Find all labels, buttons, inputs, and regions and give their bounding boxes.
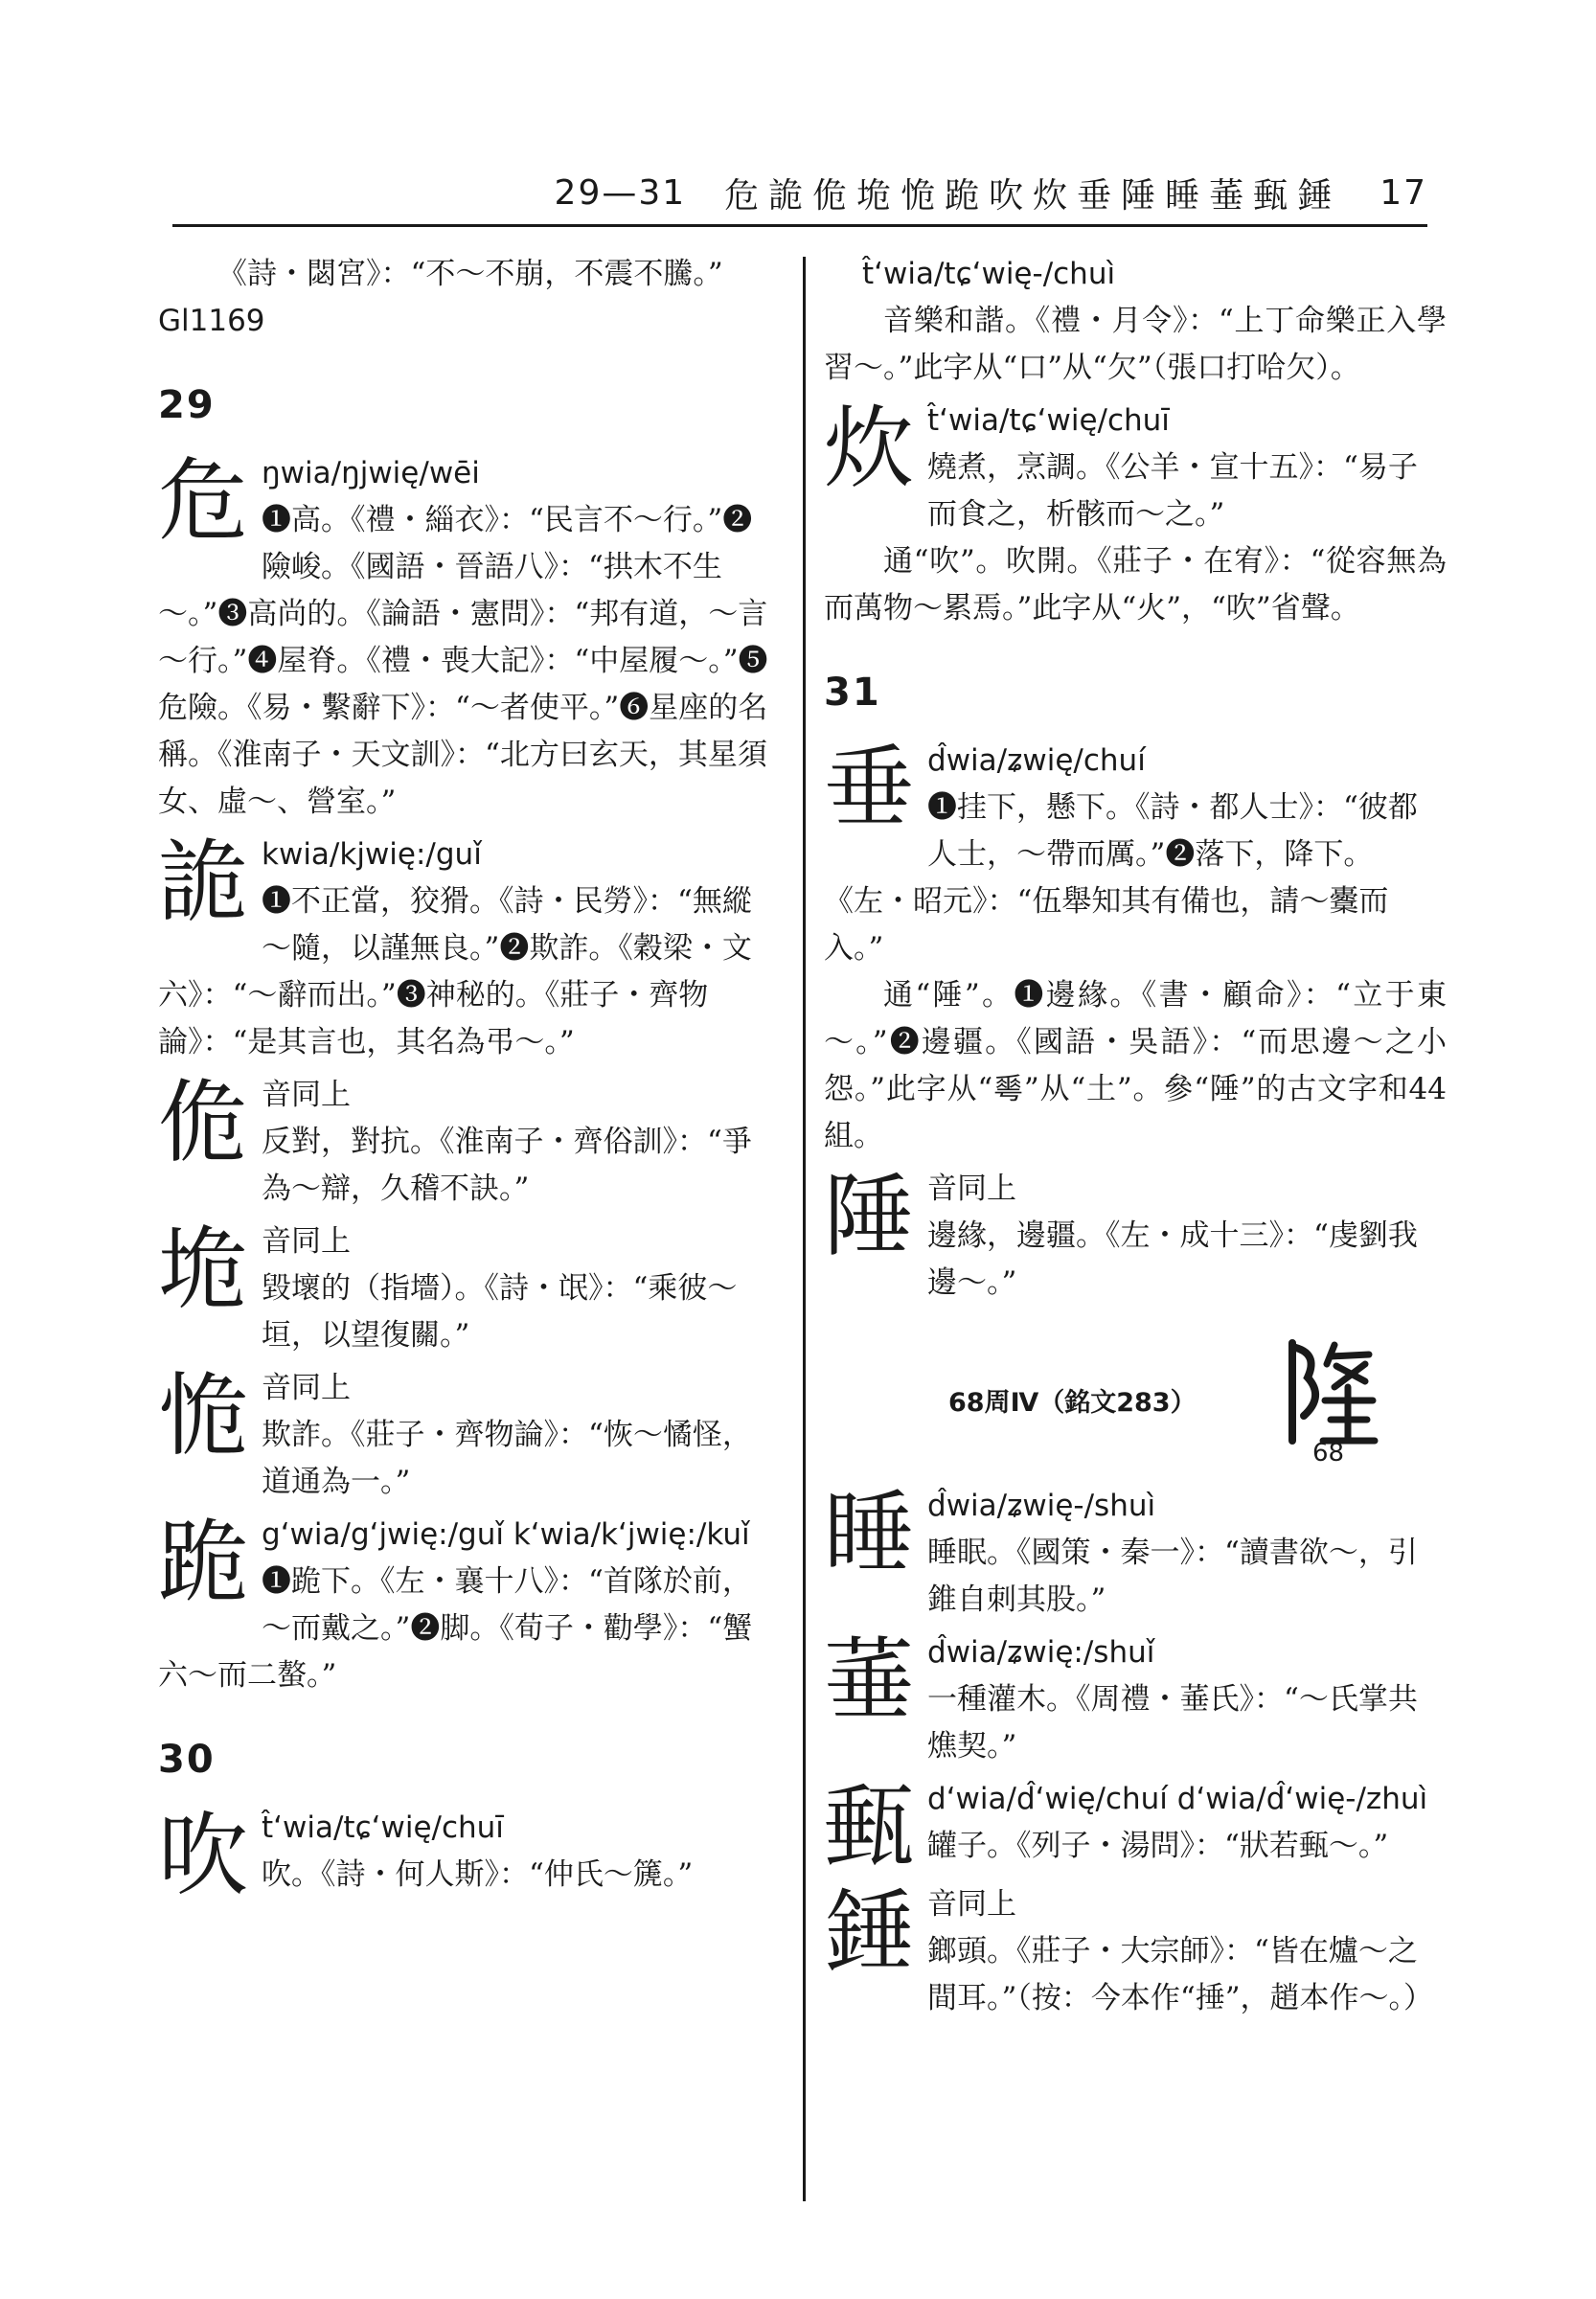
definition: 音樂和諧。《禮・月令》：“上丁命樂正入學習～。”此字从“口”从“欠”（張口打哈欠）。 [824, 304, 1447, 385]
definition: 欺詐。《莊子・齊物論》：“恢～憰怪，道通為一。” [262, 1418, 752, 1499]
right-column [824, 251, 1447, 2022]
pronunciation: 音同上 [262, 1078, 352, 1112]
pronunciation: 音同上 [927, 1172, 1017, 1206]
figure-caption: 68周Ⅳ（銘文283） [948, 1388, 1197, 1418]
entry-chui6 [824, 1881, 1447, 2022]
reference-code: Gl1169 [158, 304, 265, 338]
headword: 恑 [158, 1364, 249, 1468]
pronunciation: d̂wia/ʑwię/chuí [927, 743, 1146, 778]
pronunciation: t̂‘wia/tɕ‘wię-/chuì [862, 257, 1116, 291]
pronunciation: 音同上 [262, 1371, 352, 1405]
pronunciation: d‘wia/d̂‘wię/chuí d‘wia/d̂‘wię-/zhuì [927, 1782, 1428, 1816]
header-characters: 危詭佹垝恑跪吹炊垂陲睡菙甀錘 [724, 175, 1342, 216]
definition: 燒煮，烹調。《公羊・宣十五》：“易子而食之，析骸而～之。” [927, 450, 1418, 532]
definition: 罐子。《列子・湯問》：“狀若甀～。” [927, 1829, 1389, 1863]
headword: 詭 [158, 831, 249, 935]
page-header [172, 161, 1427, 227]
definition: ❶高。《禮・緇衣》：“民言不～行。”❷險峻。《國語・晉語八》：“拱木不生～。”❸高尚的。《論語・憲問》：“邦有道，～言～行。”❹屋脊。《禮・喪大記》：“中屋履～。”❺危險。《易・繫辭下》：“～者使平。”❻星座的名稱。《淮南子・天文訓》：“北方曰玄天，其星須女、虛～、營室。” [158, 503, 768, 819]
entry-wei [158, 450, 771, 826]
definition: 鎯頭。《莊子・大宗師》：“皆在爐～之間耳。”（按：今本作“捶”，趙本作～。） [927, 1934, 1434, 2015]
definition: 邊緣，邊疆。《左・成十三》：“虔劉我邊～。” [927, 1218, 1418, 1300]
pronunciation: 音同上 [262, 1224, 352, 1259]
figure-number: 68 [1312, 1439, 1345, 1468]
pronunciation: t̂‘wia/tɕ‘wię/chuī [927, 403, 1170, 438]
headword: 陲 [824, 1165, 915, 1269]
entry-gui2 [158, 1072, 771, 1213]
pronunciation: 音同上 [927, 1887, 1017, 1922]
definition: ❶跪下。《左・襄十八》：“首隊於前，～而戴之。”❷脚。《荀子・勸學》：“蟹六～而二螯。” [158, 1564, 753, 1693]
left-column [158, 251, 771, 1908]
bronze-glyph-image [1279, 1333, 1384, 1448]
headword: 跪 [158, 1511, 249, 1615]
page-number: 17 [1379, 172, 1427, 213]
headword: 垝 [158, 1218, 249, 1322]
extended-definition: 通“吹”。吹開。《莊子・在宥》：“從容無為而萬物～累焉。”此字从“火”，“吹”省聲。 [824, 544, 1447, 626]
pronunciation: d̂wia/ʑwię-/shuì [927, 1489, 1156, 1523]
headword: 佹 [158, 1071, 249, 1175]
entry-shui2 [824, 1629, 1447, 1770]
group-range: 29—31 [554, 172, 687, 213]
headword: 危 [158, 449, 249, 554]
group-number: 31 [824, 671, 881, 715]
definition: 反對，對抗。《淮南子・齊俗訓》：“爭為～辯，久稽不訣。” [262, 1125, 752, 1206]
entry-chui2 [824, 398, 1447, 538]
entry-gui [158, 831, 771, 1066]
group-number: 30 [158, 1738, 216, 1782]
headword: 吹 [158, 1804, 249, 1908]
bronze-inscription-figure [824, 1333, 1447, 1477]
pronunciation: g‘wia/g‘jwię:/guǐ k‘wia/k‘jwię:/kuǐ [262, 1517, 750, 1552]
pronunciation: ŋwia/ŋjwię/wēi [262, 456, 480, 490]
extended-definition: 通“陲”。❶邊緣。《書・顧命》：“立于東～。”❷邊疆。《國語・吳語》：“而思邊～之小怨。”此字从“𠌶”从“土”。參“陲”的古文字和44組。 [824, 978, 1447, 1153]
entry-gui4 [158, 1365, 771, 1506]
column-divider [803, 257, 806, 2201]
definition: 吹。《詩・何人斯》：“仲氏～篪。” [262, 1857, 694, 1892]
pronunciation: kwia/kjwię:/guǐ [262, 837, 482, 872]
headword: 錘 [824, 1880, 915, 1985]
headword: 菙 [824, 1628, 915, 1733]
definition: ❶不正當，狡猾。《詩・民勞》：“無縱～隨，以謹無良。”❷欺詐。《穀梁・文六》：“～辭而出。”❸神秘的。《莊子・齊物論》：“是其言也，其名為弔～。” [158, 884, 752, 1059]
definition: ❶挂下，懸下。《詩・都人士》：“彼都人士，～帶而厲。”❷落下，降下。《左・昭元》：“伍舉知其有備也，請～櫜而入。” [824, 790, 1418, 966]
headword: 睡 [824, 1482, 915, 1586]
entry-chui4 [824, 1166, 1447, 1307]
definition: 毀壞的（指墻）。《詩・氓》：“乘彼～垣，以望復關。” [262, 1271, 738, 1353]
definition: 一種灌木。《周禮・菙氏》：“～氏掌共燋契。” [927, 1682, 1418, 1764]
definition: 睡眠。《國策・秦一》：“讀書欲～，引錐自刺其股。” [927, 1536, 1418, 1617]
entry-gui5 [158, 1512, 771, 1699]
entry-gui3 [158, 1218, 771, 1359]
pronunciation: d̂wia/ʑwię:/shuǐ [927, 1635, 1155, 1670]
continued-citation: 《詩・閟宮》：“不～不崩，不震不騰。” [217, 257, 723, 291]
entry-shui [824, 1483, 1447, 1624]
headword: 垂 [824, 737, 915, 841]
entry-chui3 [824, 738, 1447, 972]
headword: 甀 [824, 1775, 915, 1879]
headword: 炊 [824, 397, 915, 501]
group-number: 29 [158, 383, 216, 427]
entry-chui5 [824, 1775, 1447, 1879]
pronunciation: t̂‘wia/tɕ‘wię/chuī [262, 1810, 504, 1845]
entry-chui [158, 1804, 771, 1908]
